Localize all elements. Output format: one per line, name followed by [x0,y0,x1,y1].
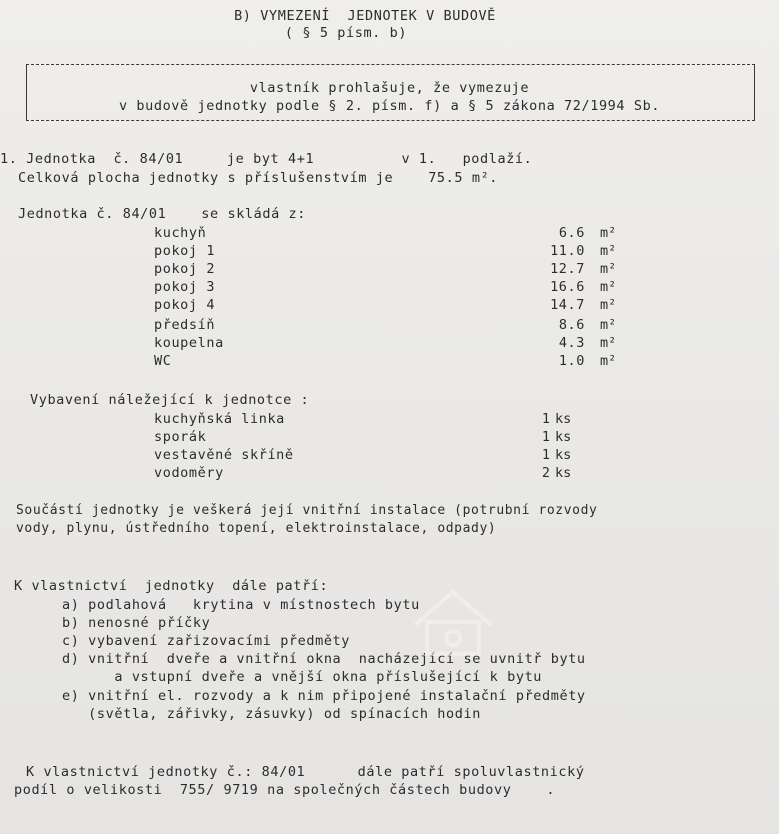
unit-total-area: Celková plocha jednotky s příslušenstvím je 75.5 m². [18,170,499,186]
room-name: pokoj 3 [154,279,216,295]
room-unit: m² [600,261,617,277]
room-unit: m² [600,297,617,313]
ownership-intro: K vlastnictví jednotky dále patří: [14,578,329,594]
ownership-item: e) vnitřní el. rozvody a k nim připojené instalační předměty [62,688,586,704]
share-line-1: K vlastnictví jednotky č.: 84/01 dále patří spoluvlastnický [26,764,585,780]
equipment-intro: Vybavení náležející k jednotce : [30,392,310,408]
room-area: 11.0 [550,243,585,259]
room-name: pokoj 1 [154,243,216,259]
equipment-unit: ks [555,429,572,445]
room-area: 8.6 [558,317,585,333]
room-unit: m² [600,353,617,369]
equipment-count: 1 [541,429,550,445]
composition-intro: Jednotka č. 84/01 se skládá z: [18,206,307,222]
installations-line-1: Součástí jednotky je veškerá její vnitřní instalace (potrubní rozvody [16,503,598,518]
room-area: 4.3 [558,335,585,351]
declaration-line-1: vlastník prohlašuje, že vymezuje [249,80,530,96]
equipment-unit: ks [555,411,572,427]
room-area: 14.7 [550,297,585,313]
room-unit: m² [600,317,617,333]
equipment-name: vestavěné skříně [154,447,294,463]
ownership-item: a) podlahová krytina v místnostech bytu [62,597,420,613]
ownership-item: d) vnitřní dveře a vnitřní okna nacházející se uvnitř bytu [62,651,586,667]
unit-heading: 1. Jednotka č. 84/01 je byt 4+1 v 1. podlaží. [0,151,533,167]
equipment-name: vodoměry [154,465,224,481]
ownership-item: c) vybavení zařizovacími předměty [62,633,351,649]
equipment-count: 2 [541,465,550,481]
equipment-name: sporák [154,429,207,445]
equipment-unit: ks [555,465,572,481]
room-area: 1.0 [558,353,585,369]
equipment-count: 1 [541,411,550,427]
equipment-unit: ks [555,447,572,463]
room-name: předsíň [154,317,216,333]
document-subtitle: ( § 5 písm. b) [284,25,408,41]
room-unit: m² [600,225,617,241]
room-unit: m² [600,279,617,295]
declaration-line-2: v budově jednotky podle § 2. písm. f) a § 5 zákona 72/1994 Sb. [118,98,661,114]
ownership-item: (světla, zářivky, zásuvky) od spínacích hodin [62,706,481,722]
ownership-item: a vstupní dveře a vnější okna příslušející k bytu [62,669,543,685]
share-line-2: podíl o velikosti 755/ 9719 na společných částech budovy . [14,782,556,798]
watermark-logo-icon [405,580,500,660]
room-name: WC [154,353,172,369]
room-name: pokoj 4 [154,297,216,313]
room-name: kuchyň [154,225,207,241]
equipment-name: kuchyňská linka [154,411,285,427]
equipment-count: 1 [541,447,550,463]
document-title: B) VYMEZENÍ JEDNOTEK V BUDOVĚ [234,8,496,24]
ownership-item: b) nenosné příčky [62,615,211,631]
room-area: 16.6 [550,279,585,295]
room-unit: m² [600,335,617,351]
room-area: 12.7 [550,261,585,277]
room-name: pokoj 2 [154,261,216,277]
room-name: koupelna [154,335,224,351]
room-area: 6.6 [558,225,585,241]
installations-line-2: vody, plynu, ústředního topení, elektroinstalace, odpady) [16,521,497,536]
room-unit: m² [600,243,617,259]
